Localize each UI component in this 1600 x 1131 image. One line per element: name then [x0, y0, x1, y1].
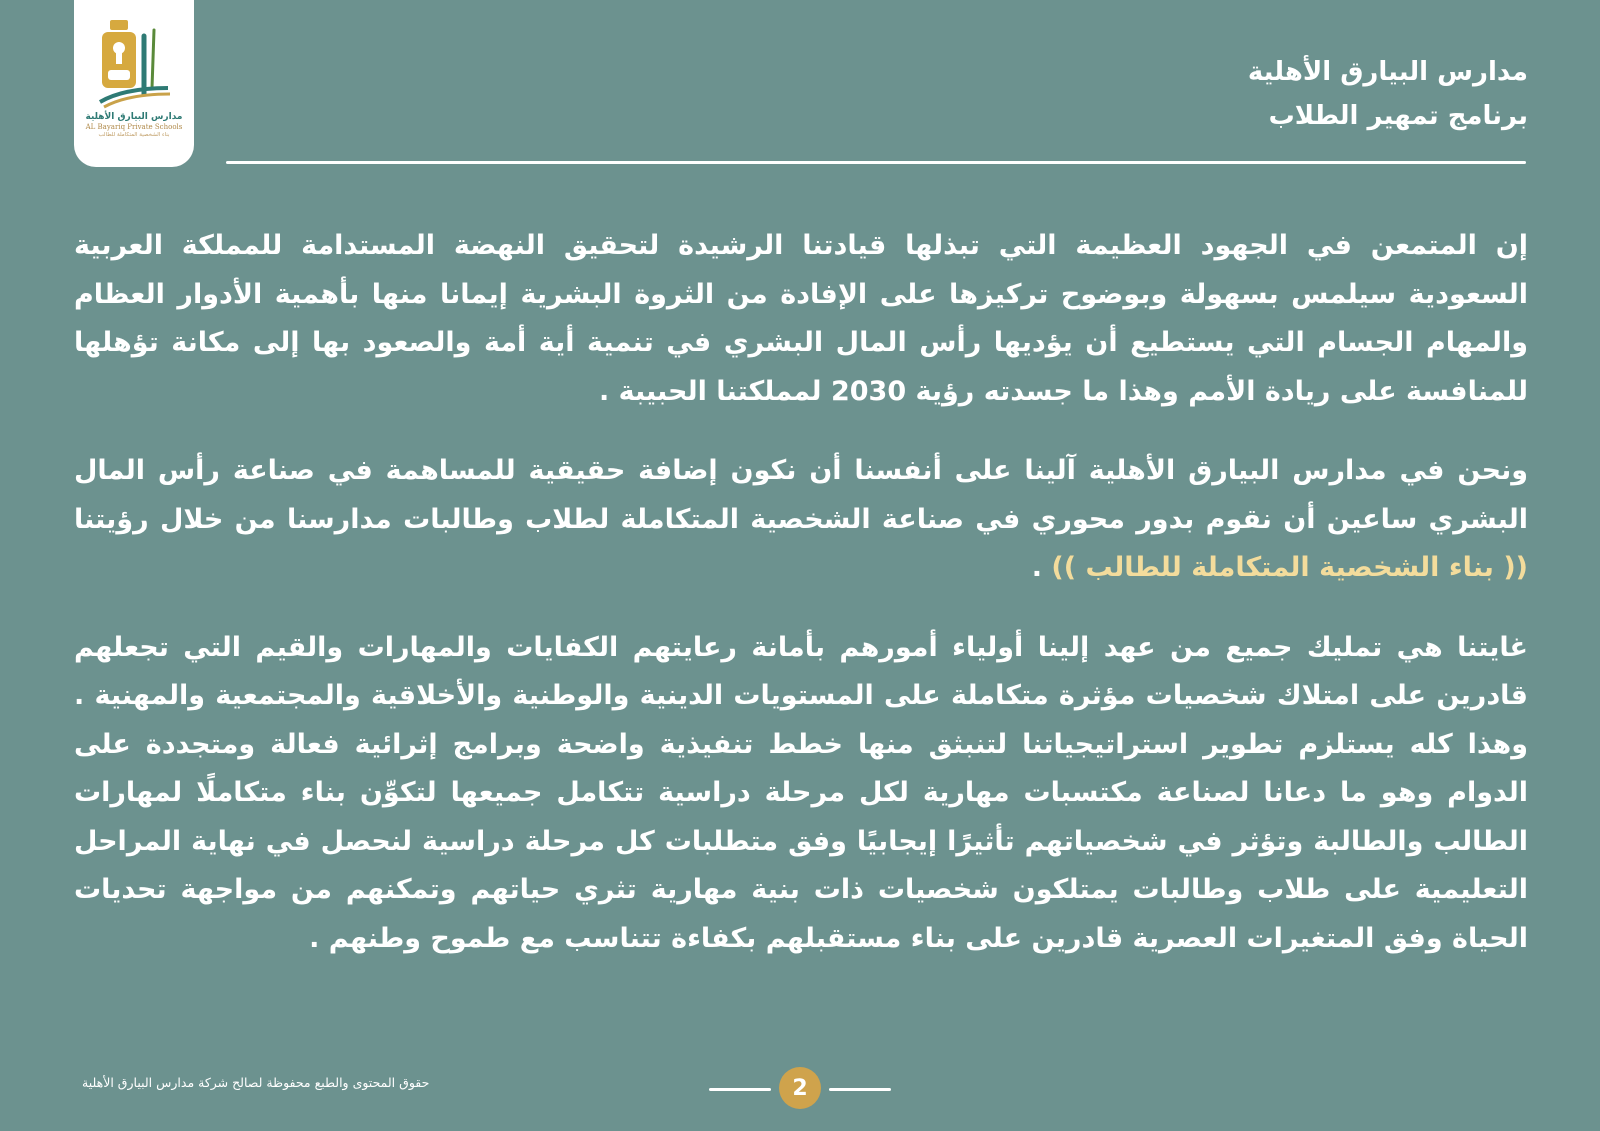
program-title: برنامج تمهير الطلاب: [1268, 101, 1528, 131]
page-number-line-left: [709, 1088, 771, 1091]
paragraph-2-end: .: [1031, 552, 1052, 583]
paragraph-1: إن المتمعن في الجهود العظيمة التي تبذلها قيادتنا الرشيدة لتحقيق النهضة المستدامة للمملكة العربية السعودية سيلمس بسهولة وبوضوح تركيزها على الإفادة من الثروة البشرية إيمانا منها بأهمية الأدوار العظام والمهام الجسام التي يستطيع أن يؤديها رأس المال البشري في تنمية أية أمة والصعود بها إلى مكانة تؤهلها للمنافسة على ريادة الأمم وهذا ما جسدته رؤية 2030 لمملكتنا الحبيبة .: [74, 230, 1528, 407]
school-logo-icon: [94, 14, 174, 110]
paragraph-2: [74, 447, 1528, 593]
page-number-badge: 2: [779, 1067, 821, 1109]
school-name: مدارس البيارق الأهلية: [1247, 57, 1528, 87]
logo-tagline: بناء الشخصية المتكاملة للطالب: [98, 132, 170, 138]
vision-highlight: (( بناء الشخصية المتكاملة للطالب )): [1051, 552, 1528, 583]
header-divider: [226, 161, 1526, 164]
page-header: [1248, 50, 1528, 138]
paragraph-2-text: ونحن في مدارس البيارق الأهلية آلينا على أنفسنا أن نكون إضافة حقيقية للمساهمة في صناعة رأس المال البشري ساعين أن نقوم بدور محوري في صناعة الشخصية المتكاملة لطلاب وطالبات مدارسنا من خلال رؤيتنا: [74, 455, 1528, 535]
logo-name-english: AL Bayariq Private Schools: [85, 123, 183, 131]
school-logo-card: [74, 0, 194, 167]
logo-name-arabic: مدارس البيارق الأهلية: [85, 112, 183, 122]
copyright-notice: حقوق المحتوى والطبع محفوظة لصالح شركة مدارس البيارق الأهلية: [82, 1075, 430, 1090]
paragraph-3: غايتنا هي تمليك جميع من عهد إلينا أولياء أمورهم بأمانة رعايتهم الكفايات والمهارات والقيم التي تجعلهم قادرين على امتلاك شخصيات مؤثرة متكاملة على المستويات الدينية والوطنية والأخلاقية والمجتمعية والمهنية . وهذا كله يستلزم تطوير استراتيجياتنا لتنبثق منها خطط تنفيذية واضحة وبرامج إثرائية فعالة ومتجددة على الدوام وهو ما دعانا لصناعة مكتسبات مهارية لكل مرحلة دراسية تتكامل جميعها لتكوِّن بناء متكاملًا لمهارات الطالب والطالبة وتؤثر في شخصياتهم تأثيرًا إيجابيًا وفق متطلبات كل مرحلة دراسية لنحصل في نهاية المراحل التعليمية على طلاب وطالبات يمتلكون شخصيات ذات بنية مهارية تثري حياتهم وتمكنهم من مواجهة تحديات الحياة وفق المتغيرات العصرية قادرين على بناء مستقبلهم بكفاءة تتناسب مع طموح وطنهم .: [74, 631, 1528, 954]
body-text: [74, 222, 1528, 994]
page-number-line-right: [829, 1088, 891, 1091]
